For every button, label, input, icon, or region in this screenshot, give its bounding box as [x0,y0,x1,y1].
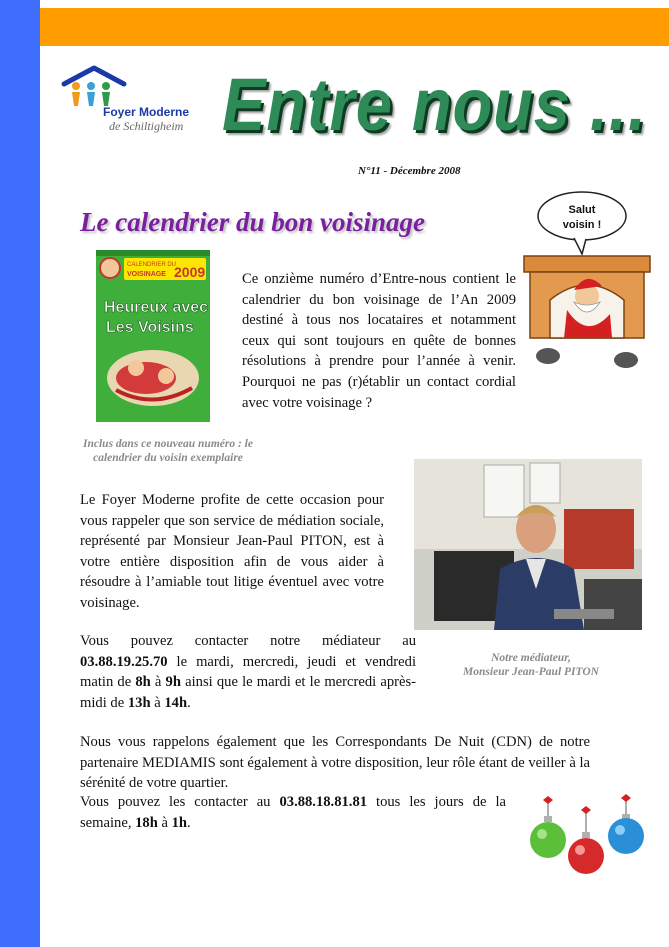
calendar-caption: Inclus dans ce nouveau numéro : le calendrier du voisin exemplaire [83,438,253,464]
article-headline: Le calendrier du bon voisinage [80,207,425,237]
santa-chimney-illustration [522,190,652,378]
foyer-moderne-logo [60,62,200,142]
mediator-photo [414,459,642,630]
speech-bubble-line1: Salut [568,204,596,216]
left-blue-bar [0,0,40,947]
cdn-contact-paragraph: Vous pouvez les contacter au 03.88.18.81.81 tous les jours de la semaine, 18h à 1h. [80,794,506,831]
calendar-title-line2: Les Voisins [106,319,194,336]
logo-town: de Schiltigheim [109,119,184,133]
house-people-icon [60,62,200,110]
mediation-paragraph: Le Foyer Moderne profite de cette occasion pour vous rappeler que son service de médiation sociale, représenté par Monsieur Jean-Paul PITON, est à votre entière disposition afin de vous aider à résoudre à l’amiable tout litige éventuel avec votre voisinage. [80,492,384,611]
top-orange-bar [40,8,669,46]
calendar-year: 2009 [174,264,206,280]
photo-caption [414,651,648,679]
calendar-label: VOISINAGE [127,271,166,278]
christmas-ornaments-icon [526,794,646,878]
cdn-phone: 03.88.18.81.81 [279,794,368,810]
calendar-cover-image [96,250,210,422]
masthead-title: Entre nous ... [222,63,647,146]
speech-bubble-line2: voisin ! [562,219,602,231]
calendar-title-line1: Heureux avec [104,299,209,316]
intro-paragraph: Ce onzième numéro d’Entre-nous contient le calendrier du bon voisinage de l’An 2009 destiné à tous nos locataires et notamment ceux qui sont toujours en quête de bonnes résolutions à prendre pour l’année à venir. Pourquoi ne pas (r)établir un contact cordial avec votre voisinage ? [242,271,516,411]
contact-mediator-paragraph: Vous pouvez contacter notre médiateur au 03.88.19.25.70 le mardi, mercredi, jeudi et vendredi matin de 8h à 9h ainsi que le mardi et le mercredi après-midi de 13h à 14h. [80,633,416,711]
photo-caption-line2: Monsieur Jean-Paul PITON [463,666,599,678]
photo-caption-line1: Notre médiateur, [491,652,571,664]
logo-name: Foyer Moderne [103,105,190,119]
issue-number: N°11 - Décembre 2008 [358,165,461,177]
cdn-paragraph: Nous vous rappelons également que les Correspondants De Nuit (CDN) de notre partenaire MEDIAMIS sont également à votre disposition, leur rôle étant de veiller à la sérénité de votre quartier. [80,734,590,792]
mediator-phone: 03.88.19.25.70 [80,653,168,670]
calendar-top-line: CALENDRIER DU [127,262,177,268]
